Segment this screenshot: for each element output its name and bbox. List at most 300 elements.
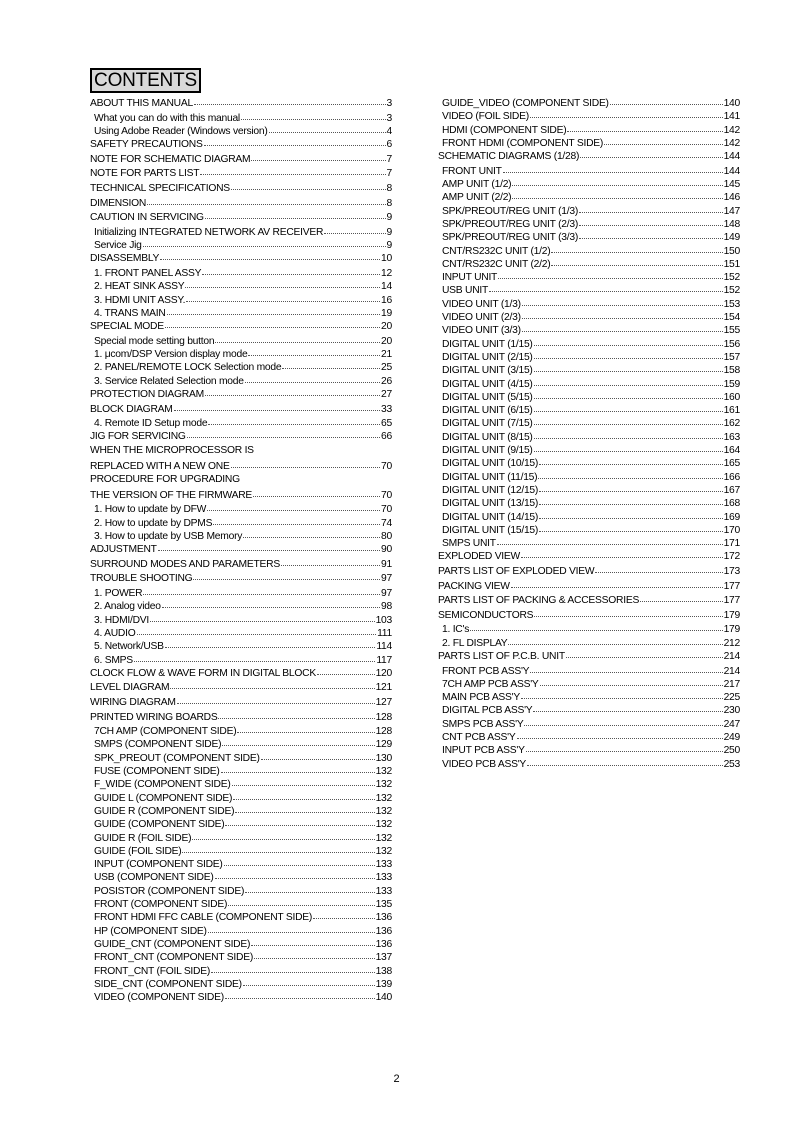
toc-entry-label: CLOCK FLOW & WAVE FORM IN DIGITAL BLOCK (90, 667, 316, 679)
toc-leader-dots (530, 664, 722, 673)
toc-entry[interactable] (90, 348, 392, 361)
toc-leader-dots (534, 608, 722, 617)
toc-leader-dots (522, 310, 723, 319)
toc-entry-page: 179 (723, 624, 740, 636)
toc-leader-dots (205, 387, 380, 396)
toc-entry[interactable] (90, 294, 392, 307)
toc-entry[interactable] (90, 112, 392, 125)
toc-entry-label: PROCEDURE FOR UPGRADING (90, 474, 240, 486)
toc-entry[interactable] (90, 307, 392, 320)
toc-leader-dots (160, 251, 380, 260)
toc-entry-page: 154 (723, 312, 740, 324)
toc-leader-dots (187, 429, 380, 438)
toc-entry-page: 16 (381, 294, 392, 306)
toc-entry-page: 9 (386, 212, 392, 224)
toc-leader-dots (566, 649, 723, 658)
toc-leader-dots (251, 152, 385, 161)
toc-entry[interactable] (90, 403, 392, 418)
toc-entry-page: 19 (381, 307, 392, 319)
toc-leader-dots (317, 666, 375, 675)
toc-entry-page: 212 (723, 637, 740, 649)
toc-entry[interactable] (438, 550, 740, 565)
toc-entry-page: 12 (381, 267, 392, 279)
toc-leader-dots (225, 990, 375, 999)
toc-entry-label: GUIDE R (FOIL SIDE) (94, 832, 192, 844)
toc-leader-dots (526, 743, 723, 752)
toc-entry[interactable] (438, 678, 740, 691)
toc-entry[interactable] (90, 871, 392, 884)
toc-entry-label: INPUT (COMPONENT SIDE) (94, 859, 223, 871)
toc-entry-page: 9 (386, 226, 392, 238)
toc-entry-label: USB (COMPONENT SIDE) (94, 872, 214, 884)
toc-entry[interactable] (90, 752, 392, 765)
toc-entry-label: SPK/PREOUT/REG UNIT (2/3) (442, 218, 579, 230)
toc-entry-label: SIDE_CNT (COMPONENT SIDE) (94, 978, 242, 990)
toc-entry[interactable] (90, 320, 392, 335)
toc-entry[interactable] (90, 125, 392, 138)
toc-leader-dots (255, 444, 391, 452)
toc-entry-label: INPUT PCB ASS'Y (442, 745, 525, 757)
toc-entry[interactable] (90, 738, 392, 751)
toc-entry[interactable] (90, 711, 392, 726)
toc-entry-page: 140 (375, 992, 392, 1004)
toc-entry-page: 214 (723, 650, 740, 662)
toc-entry[interactable] (438, 404, 740, 417)
toc-entry-page: 144 (723, 165, 740, 177)
toc-entry[interactable] (90, 417, 392, 430)
toc-leader-dots (165, 639, 376, 648)
toc-entry[interactable] (438, 97, 740, 110)
toc-leader-dots (143, 238, 386, 247)
toc-entry[interactable] (438, 191, 740, 204)
toc-leader-dots (248, 347, 380, 356)
toc-entry-page: 133 (375, 859, 392, 871)
toc-entry-page: 151 (723, 258, 740, 270)
toc-entry-label: DISASSEMBLY (90, 253, 160, 265)
toc-entry[interactable] (90, 845, 392, 858)
toc-leader-dots (534, 416, 723, 425)
toc-entry[interactable] (438, 580, 740, 595)
toc-entry[interactable] (438, 665, 740, 678)
toc-entry[interactable] (90, 965, 392, 978)
toc-leader-dots (470, 622, 722, 631)
toc-entry[interactable] (90, 97, 392, 112)
toc-leader-dots (579, 217, 723, 226)
toc-entry[interactable] (90, 858, 392, 871)
toc-entry[interactable] (90, 978, 392, 991)
toc-leader-dots (498, 270, 722, 279)
toc-leader-dots (489, 283, 723, 292)
toc-entry-page: 103 (375, 614, 392, 626)
toc-entry-label: What you can do with this manual (94, 112, 240, 124)
toc-entry-page: 70 (381, 489, 392, 501)
toc-entry-page: 163 (723, 431, 740, 443)
toc-leader-dots (253, 488, 380, 497)
toc-entry[interactable] (90, 765, 392, 778)
toc-entry-page: 97 (381, 588, 392, 600)
toc-entry-page: 250 (723, 745, 740, 757)
toc-entry[interactable] (438, 271, 740, 284)
toc-entry-label: GUIDE L (COMPONENT SIDE) (94, 792, 233, 804)
toc-entry-label: DIGITAL UNIT (8/15) (442, 431, 533, 443)
toc-entry-label: AMP UNIT (1/2) (442, 179, 512, 191)
toc-leader-dots (207, 502, 380, 511)
toc-entry[interactable] (90, 543, 392, 558)
toc-entry-label: DIGITAL UNIT (4/15) (442, 378, 533, 390)
toc-entry[interactable] (90, 474, 392, 489)
toc-entry[interactable] (438, 298, 740, 311)
toc-leader-dots (231, 181, 386, 190)
toc-entry[interactable] (90, 792, 392, 805)
toc-entry[interactable] (90, 938, 392, 951)
toc-entry-page: 121 (375, 682, 392, 694)
toc-entry-label: REPLACED WITH A NEW ONE (90, 460, 230, 472)
toc-entry-label: PARTS LIST OF PACKING & ACCESSORIES (438, 595, 640, 607)
toc-leader-dots (165, 319, 380, 328)
toc-entry[interactable] (438, 417, 740, 430)
toc-leader-dots (231, 459, 380, 468)
toc-entry[interactable] (438, 758, 740, 771)
toc-entry[interactable] (90, 335, 392, 348)
toc-entry[interactable] (90, 805, 392, 818)
toc-entry-page: 142 (723, 124, 740, 136)
toc-entry[interactable] (438, 637, 740, 650)
toc-entry[interactable] (438, 324, 740, 337)
toc-leader-dots (243, 529, 380, 538)
toc-entry-page: 6 (386, 139, 392, 151)
toc-entry[interactable] (438, 609, 740, 624)
toc-leader-dots (512, 177, 722, 186)
toc-entry-page: 153 (723, 298, 740, 310)
toc-entry-page: 149 (723, 232, 740, 244)
toc-entry[interactable] (438, 311, 740, 324)
toc-leader-dots (511, 579, 723, 588)
toc-entry-page: 169 (723, 511, 740, 523)
toc-entry[interactable] (438, 623, 740, 636)
toc-entry-page: 98 (381, 601, 392, 613)
toc-entry[interactable] (90, 530, 392, 543)
toc-entry-page: 133 (375, 872, 392, 884)
toc-entry-label: DIGITAL UNIT (7/15) (442, 418, 533, 430)
toc-entry-label: DIGITAL UNIT (10/15) (442, 458, 539, 470)
toc-entry-label: DIMENSION (90, 197, 147, 209)
toc-left-column (90, 97, 392, 1004)
toc-leader-dots (539, 456, 722, 465)
toc-entry[interactable] (438, 731, 740, 744)
toc-entry[interactable] (90, 167, 392, 182)
toc-entry[interactable] (90, 587, 392, 600)
toc-entry-label: 1. IC's (442, 624, 470, 636)
toc-entry-page: 136 (375, 925, 392, 937)
toc-entry[interactable] (90, 898, 392, 911)
toc-entry-page: 128 (375, 726, 392, 738)
toc-leader-dots (522, 297, 723, 306)
toc-entry-label: SPK_PREOUT (COMPONENT SIDE) (94, 752, 260, 764)
toc-entry[interactable] (90, 778, 392, 791)
toc-leader-dots (186, 293, 380, 302)
toc-entry-page: 20 (381, 335, 392, 347)
toc-entry-page: 7 (386, 168, 392, 180)
toc-entry[interactable] (438, 691, 740, 704)
toc-entry[interactable] (438, 178, 740, 191)
toc-entry-page: 139 (375, 978, 392, 990)
toc-entry-page: 14 (381, 281, 392, 293)
toc-entry-page: 214 (723, 665, 740, 677)
toc-entry[interactable] (438, 245, 740, 258)
toc-entry[interactable] (90, 239, 392, 252)
toc-entry-label: WHEN THE MICROPROCESSOR IS (90, 444, 254, 456)
toc-entry[interactable] (438, 110, 740, 123)
toc-entry[interactable] (90, 696, 392, 711)
toc-leader-dots (527, 757, 723, 766)
toc-leader-dots (522, 323, 723, 332)
toc-entry[interactable] (438, 378, 740, 391)
toc-entry[interactable] (90, 640, 392, 653)
toc-entry[interactable] (90, 460, 392, 475)
toc-entry[interactable] (90, 211, 392, 226)
toc-entry[interactable] (438, 565, 740, 580)
toc-leader-dots (167, 306, 381, 315)
toc-leader-dots (534, 377, 723, 386)
toc-entry-page: 65 (381, 418, 392, 430)
toc-entry[interactable] (90, 832, 392, 845)
toc-entry-label: 2. HEAT SINK ASSY (94, 281, 185, 293)
toc-entry-label: FRONT_CNT (COMPONENT SIDE) (94, 952, 254, 964)
toc-entry[interactable] (90, 197, 392, 212)
toc-leader-dots (534, 430, 723, 439)
toc-leader-dots (579, 204, 723, 213)
toc-entry-label: SPECIAL MODE (90, 321, 164, 333)
toc-entry[interactable] (438, 594, 740, 609)
toc-entry-label: FRONT (COMPONENT SIDE) (94, 899, 228, 911)
toc-entry[interactable] (438, 497, 740, 510)
toc-entry-page: 26 (381, 375, 392, 387)
toc-leader-dots (534, 337, 723, 346)
toc-entry-label: FRONT HDMI FFC CABLE (COMPONENT SIDE) (94, 912, 313, 924)
toc-leader-dots (282, 360, 380, 369)
toc-entry[interactable] (90, 252, 392, 267)
toc-entry-label: SPK/PREOUT/REG UNIT (1/3) (442, 205, 579, 217)
toc-entry[interactable] (90, 138, 392, 153)
toc-leader-dots (534, 403, 723, 412)
toc-entry-label: GUIDE_CNT (COMPONENT SIDE) (94, 938, 251, 950)
toc-entry[interactable] (438, 391, 740, 404)
toc-entry-label: CNT/RS232C UNIT (2/2) (442, 258, 551, 270)
toc-entry[interactable] (438, 137, 740, 150)
toc-entry[interactable] (438, 124, 740, 137)
toc-entry[interactable] (90, 503, 392, 516)
toc-entry[interactable] (438, 431, 740, 444)
toc-entry[interactable] (438, 364, 740, 377)
toc-entry[interactable] (90, 153, 392, 168)
toc-leader-dots (211, 964, 375, 973)
toc-entry[interactable] (438, 284, 740, 297)
toc-entry-label: 1. FRONT PANEL ASSY (94, 267, 202, 279)
toc-leader-dots (193, 571, 380, 580)
toc-entry[interactable] (438, 338, 740, 351)
toc-entry[interactable] (90, 951, 392, 964)
toc-entry-label: MAIN PCB ASS'Y (442, 692, 521, 704)
toc-entry-label: VIDEO PCB ASS'Y (442, 758, 527, 770)
toc-entry-label: 5. Network/USB (94, 641, 164, 653)
toc-leader-dots (539, 523, 722, 532)
toc-entry[interactable] (90, 885, 392, 898)
toc-entry-label: 3. How to update by USB Memory (94, 530, 243, 542)
toc-entry-page: 136 (375, 938, 392, 950)
toc-entry-label: DIGITAL UNIT (13/15) (442, 498, 539, 510)
toc-entry-label: LEVEL DIAGRAM (90, 682, 170, 694)
toc-entry[interactable] (90, 925, 392, 938)
toc-entry-page: 164 (723, 445, 740, 457)
toc-leader-dots (224, 857, 375, 866)
toc-entry[interactable] (438, 351, 740, 364)
toc-entry[interactable] (438, 444, 740, 457)
toc-entry-page: 4 (386, 125, 392, 137)
toc-leader-dots (640, 593, 723, 602)
toc-entry[interactable] (90, 600, 392, 613)
toc-entry[interactable] (438, 524, 740, 537)
toc-entry-page: 80 (381, 530, 392, 542)
toc-entry-label: DIGITAL UNIT (2/15) (442, 351, 533, 363)
toc-entry-page: 25 (381, 362, 392, 374)
toc-entry[interactable] (438, 471, 740, 484)
toc-entry[interactable] (90, 280, 392, 293)
toc-entry[interactable] (438, 218, 740, 231)
toc-entry[interactable] (90, 614, 392, 627)
toc-entry[interactable] (90, 517, 392, 530)
toc-right-column (438, 97, 740, 771)
toc-entry-label: DIGITAL UNIT (14/15) (442, 511, 539, 523)
toc-entry[interactable] (90, 558, 392, 573)
toc-entry-label: SMPS PCB ASS'Y (442, 718, 524, 730)
toc-entry[interactable] (438, 744, 740, 757)
toc-entry[interactable] (90, 911, 392, 924)
toc-entry-label: Initializing INTEGRATED NETWORK AV RECEIVER (94, 226, 324, 238)
toc-leader-dots (551, 257, 722, 266)
toc-entry-page: 9 (386, 240, 392, 252)
toc-entry-label: 3. HDMI UNIT ASSY. (94, 294, 186, 306)
toc-leader-dots (228, 897, 374, 906)
toc-entry-page: 137 (375, 952, 392, 964)
toc-entry-label: FRONT_CNT (FOIL SIDE) (94, 965, 211, 977)
toc-entry-label: PRINTED WIRING BOARDS (90, 711, 218, 723)
toc-leader-dots (213, 516, 380, 525)
toc-leader-dots (170, 680, 374, 689)
toc-entry-page: 253 (723, 758, 740, 770)
toc-entry-page: 152 (723, 285, 740, 297)
toc-entry-label: 4. TRANS MAIN (94, 307, 166, 319)
toc-entry[interactable] (438, 650, 740, 665)
toc-entry-page: 249 (723, 732, 740, 744)
toc-entry[interactable] (438, 484, 740, 497)
toc-entry-page: 159 (723, 378, 740, 390)
toc-entry-label: EXPLODED VIEW (438, 551, 521, 563)
toc-entry[interactable] (90, 725, 392, 738)
toc-entry[interactable] (438, 537, 740, 550)
toc-entry-label: SEMICONDUCTORS (438, 609, 534, 621)
toc-entry[interactable] (438, 205, 740, 218)
toc-entry[interactable] (90, 667, 392, 682)
toc-entry[interactable] (90, 388, 392, 403)
toc-entry[interactable] (90, 681, 392, 696)
toc-entry-page: 117 (376, 654, 392, 666)
toc-entry[interactable] (90, 654, 392, 667)
toc-entry-page: 140 (723, 98, 740, 109)
toc-entry-page: 132 (375, 779, 392, 791)
toc-leader-dots (237, 724, 374, 733)
toc-entry[interactable] (438, 511, 740, 524)
toc-entry-label: Special mode setting button (94, 335, 215, 347)
toc-entry-label: 4. Remote ID Setup mode (94, 418, 208, 430)
toc-leader-dots (241, 111, 386, 120)
toc-leader-dots (534, 350, 723, 359)
toc-entry-label: TECHNICAL SPECIFICATIONS (90, 182, 230, 194)
toc-entry[interactable] (90, 818, 392, 831)
toc-entry-label: ABOUT THIS MANUAL (90, 98, 193, 109)
toc-entry-label: GUIDE (COMPONENT SIDE) (94, 819, 225, 831)
toc-entry[interactable] (90, 375, 392, 388)
toc-entry-page: 145 (723, 179, 740, 191)
toc-entry[interactable] (90, 361, 392, 374)
toc-entry[interactable] (90, 182, 392, 197)
toc-entry[interactable] (90, 445, 392, 460)
toc-leader-dots (517, 730, 723, 739)
toc-entry[interactable] (438, 457, 740, 470)
toc-entry[interactable] (90, 991, 392, 1004)
toc-entry-label: NOTE FOR SCHEMATIC DIAGRAM (90, 153, 251, 165)
toc-entry[interactable] (438, 258, 740, 271)
toc-entry-label: DIGITAL UNIT (15/15) (442, 524, 539, 536)
toc-entry-page: 8 (386, 182, 392, 194)
toc-entry[interactable] (438, 150, 740, 165)
toc-entry[interactable] (438, 165, 740, 178)
toc-entry-label: HP (COMPONENT SIDE) (94, 925, 207, 937)
toc-entry[interactable] (90, 627, 392, 640)
toc-leader-dots (534, 443, 723, 452)
toc-entry-label: SMPS (COMPONENT SIDE) (94, 739, 222, 751)
toc-leader-dots (185, 279, 380, 288)
toc-leader-dots (269, 124, 386, 133)
toc-leader-dots (567, 123, 722, 132)
toc-leader-dots (200, 166, 385, 175)
toc-leader-dots (251, 937, 374, 946)
toc-entry-label: JIG FOR SERVICING (90, 431, 186, 443)
toc-entry[interactable] (438, 704, 740, 717)
toc-entry-label: DIGITAL UNIT (12/15) (442, 484, 539, 496)
toc-entry-page: 167 (723, 484, 740, 496)
toc-entry-page: 172 (723, 551, 740, 563)
toc-entry-label: VIDEO (FOIL SIDE) (442, 111, 529, 123)
toc-entry-label: 4. AUDIO (94, 627, 136, 639)
toc-entry-label: POSISTOR (COMPONENT SIDE) (94, 885, 245, 897)
toc-entry-page: 27 (381, 388, 392, 400)
toc-entry[interactable] (90, 572, 392, 587)
page-number: 2 (393, 1073, 400, 1085)
toc-entry[interactable] (438, 231, 740, 244)
toc-entry-label: 1. μcom/DSP Version display mode (94, 349, 248, 361)
toc-leader-dots (215, 334, 380, 343)
toc-leader-dots (241, 473, 391, 481)
toc-entry[interactable] (90, 430, 392, 445)
toc-entry[interactable] (438, 718, 740, 731)
toc-entry-page: 225 (723, 692, 740, 704)
toc-entry[interactable] (90, 267, 392, 280)
toc-entry-label: PARTS LIST OF P.C.B. UNIT (438, 650, 565, 662)
toc-entry[interactable] (90, 489, 392, 504)
toc-leader-dots (533, 703, 722, 712)
toc-entry-page: 128 (375, 711, 392, 723)
toc-entry[interactable] (90, 226, 392, 239)
